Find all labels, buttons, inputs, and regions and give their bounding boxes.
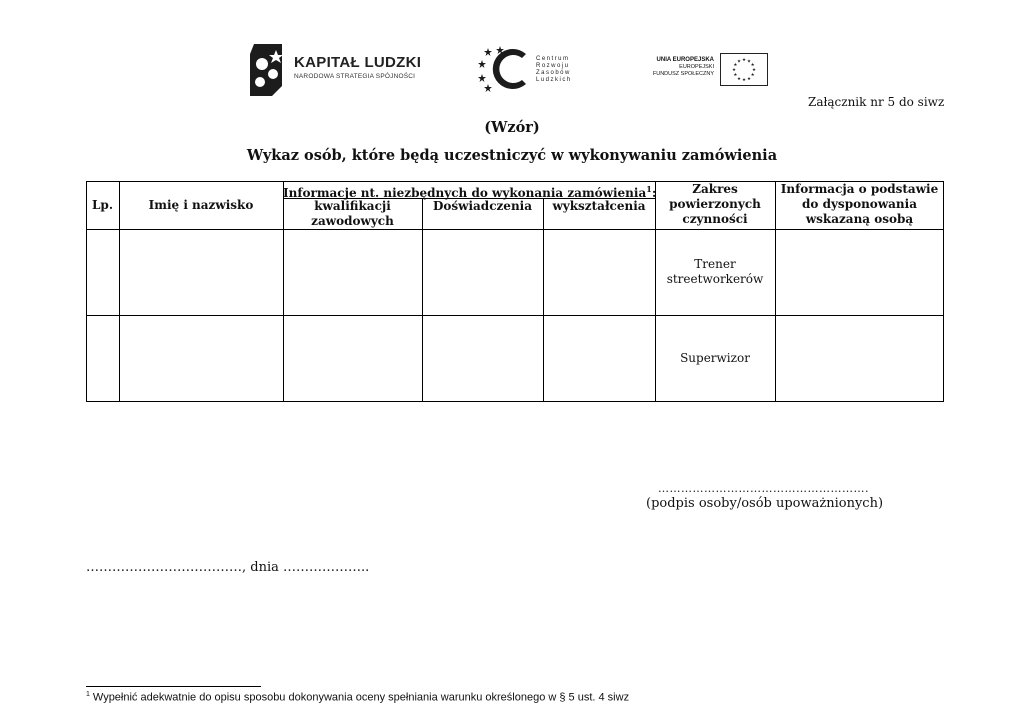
header-basis-line-2: do dysponowania <box>802 197 917 211</box>
kapital-ludzki-title: KAPITAŁ LUDZKI <box>294 54 422 71</box>
crzl-line: Rozwoju <box>536 63 570 69</box>
eu-flag-icon <box>720 53 768 86</box>
page-title: Wykaz osób, które będą uczestniczyć w wykonywaniu zamówienia <box>246 147 778 164</box>
footnote-text: Wypełnić adekwatnie do opisu sposobu dokonywania oceny spełniania warunku określonego w § 5 ust. 4 siwz <box>92 691 630 704</box>
eu-star-icon: ★ <box>750 73 755 79</box>
eu-star-icon: ★ <box>731 68 737 74</box>
header-experience: Doświadczenia <box>432 199 533 213</box>
eu-union-label: UNIA EUROPEJSKA <box>656 57 714 63</box>
crzl-line: Ludzkich <box>536 77 572 83</box>
footnote-divider <box>86 686 261 687</box>
eu-star-icon: ★ <box>746 59 752 65</box>
row-1-scope-line-2: streetworkerów <box>666 272 764 286</box>
eu-star-icon: ★ <box>736 59 742 65</box>
place-date-line[interactable]: ………………………………, dnia ……………….. <box>86 560 370 575</box>
eu-star-icon: ★ <box>741 58 747 64</box>
eu-logo <box>648 53 770 87</box>
footnote-ref: 1 <box>646 184 652 194</box>
crzl-line: Centrum <box>536 56 570 62</box>
row-2-scope-cell <box>655 351 775 366</box>
row-1-scope-line-1: Trener <box>694 257 736 271</box>
eu-fund-label-1: EUROPEJSKI <box>679 64 714 70</box>
eu-star-icon: ★ <box>741 78 747 84</box>
personnel-table <box>86 181 944 402</box>
crzl-logo <box>478 44 578 94</box>
kapital-ludzki-emblem-icon <box>246 42 290 98</box>
header-qualifications-line-1: kwalifikacji <box>314 199 391 213</box>
row-1-scope-cell <box>655 257 775 287</box>
header-basis-line-1: Informacja o podstawie <box>780 182 939 196</box>
eu-fund-label-2: FUNDUSZ SPOŁECZNY <box>652 71 714 77</box>
header-info-group-text: Informacje nt. niezbędnych do wykonania zamówienia <box>283 186 647 200</box>
header-qualifications-line-2: zawodowych <box>311 214 394 228</box>
kapital-ludzki-logo <box>246 42 426 100</box>
eu-stars-icon <box>721 54 767 85</box>
signature-caption: (podpis osoby/osób upoważnionych) <box>646 496 884 511</box>
eu-star-icon: ★ <box>733 73 738 79</box>
form-template-label: (Wzór) <box>484 119 540 136</box>
row-2-name-cell[interactable] <box>120 316 283 401</box>
eu-star-icon: ★ <box>750 63 755 69</box>
header-name: Imię i nazwisko <box>148 198 254 212</box>
row-2-qualifications-cell[interactable] <box>284 316 422 401</box>
footnote <box>86 691 629 704</box>
eu-star-icon: ★ <box>736 76 742 82</box>
kapital-ludzki-subtitle: NARODOWA STRATEGIA SPÓJNOŚCI <box>294 73 416 80</box>
row-2-scope-line-1: Superwizor <box>680 351 750 365</box>
header-scope <box>655 182 775 227</box>
header-basis-line-3: wskazaną osobą <box>805 212 914 226</box>
header-lp: Lp. <box>91 198 113 212</box>
row-2-experience-cell[interactable] <box>423 316 543 401</box>
eu-star-icon: ★ <box>746 76 752 82</box>
crzl-emblem-icon <box>478 44 534 94</box>
row-1-education-cell[interactable] <box>544 230 655 315</box>
row-2-education-cell[interactable] <box>544 316 655 401</box>
signature-line[interactable]: ………………………………………………. <box>658 482 869 495</box>
row-1-name-cell[interactable] <box>120 230 283 315</box>
row-1-experience-cell[interactable] <box>423 230 543 315</box>
footnote-marker: 1 <box>86 691 90 698</box>
header-scope-line-2: powierzonych <box>669 197 761 211</box>
header-qualifications <box>283 199 422 229</box>
crzl-line: Zasobów <box>536 70 571 76</box>
header-scope-line-1: Zakres <box>692 182 738 196</box>
row-1-lp-cell[interactable] <box>87 230 119 315</box>
header-education: wykształcenia <box>552 199 646 213</box>
row-1-qualifications-cell[interactable] <box>284 230 422 315</box>
eu-star-icon: ★ <box>751 68 757 74</box>
eu-star-icon: ★ <box>733 63 738 69</box>
header-info-group-colon: : <box>651 186 657 200</box>
header-basis <box>775 182 944 227</box>
row-2-lp-cell[interactable] <box>87 316 119 401</box>
row-1-basis-cell[interactable] <box>776 230 943 315</box>
header-scope-line-3: czynności <box>682 212 748 226</box>
annex-label: Załącznik nr 5 do siwz <box>808 95 945 109</box>
row-2-basis-cell[interactable] <box>776 316 943 401</box>
crzl-wordmark <box>536 56 572 84</box>
